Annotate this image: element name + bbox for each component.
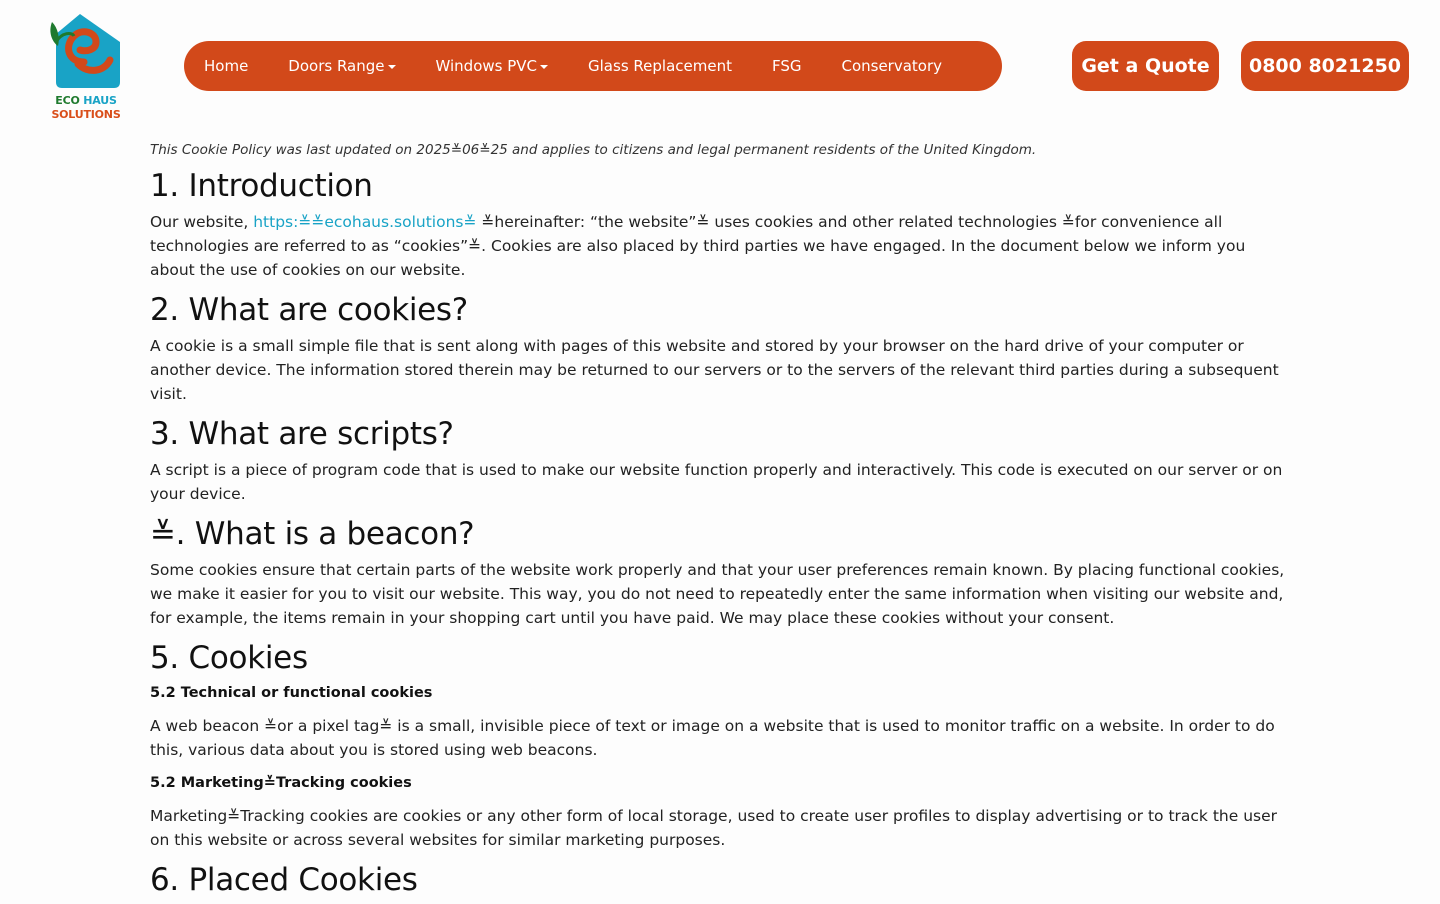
nav-conservatory[interactable] <box>841 57 942 75</box>
section-introduction-heading: 1. Introduction <box>150 168 373 204</box>
website-link[interactable]: https:≚≚ecohaus.solutions≚ <box>253 213 477 231</box>
phone-number-button[interactable]: 0800 8021250 <box>1241 41 1409 91</box>
section-scripts-heading: 3. What are scripts? <box>150 416 454 452</box>
nav-conservatory-label: Conservatory <box>841 57 943 75</box>
functional-cookies-text: A web beacon ≚or a pixel tag≚ is a small, invisible piece of text or image on a website that is used to monitor traffic on a website. In order to do this, various data about you is stored using web beacons. <box>150 717 1275 759</box>
section-cookies-list-heading: 5. Cookies <box>150 640 308 676</box>
site-logo[interactable] <box>44 10 128 126</box>
eco-haus-logo-icon <box>48 12 124 90</box>
logo-solutions: SOLUTIONS <box>51 108 121 121</box>
nav-windows-pvc-label: Windows PVC <box>435 57 538 75</box>
main-nav <box>184 41 1002 91</box>
caret-down-icon <box>388 65 396 69</box>
nav-glass-replacement-label: Glass Replacement <box>588 57 732 75</box>
section-introduction-text <box>150 210 1290 282</box>
section-scripts-text: A script is a piece of program code that is used to make our website function properly and interactively. This code is executed on our server or on your device. <box>150 461 1283 503</box>
intro-text-after: ≚hereinafter: “the website”≚ uses cookies and other related technologies ≚for convenience all technologies are referred to as “cookies”≚. Cookies are also placed by third parties we have engaged. In the document below we inform you about the use of cookies on our website. <box>150 213 1246 279</box>
marketing-cookies-heading: 5.2 Marketing≚Tracking cookies <box>150 775 412 791</box>
caret-down-icon <box>540 65 548 69</box>
site-header <box>0 0 1440 130</box>
nav-doors-range[interactable] <box>288 57 395 75</box>
nav-doors-range-label: Doors Range <box>288 57 385 75</box>
section-beacon-text: Some cookies ensure that certain parts of the website work properly and that your user preferences remain known. By placing functional cookies, we make it easier for you to visit our website. This way, you do not need to repeatedly enter the same information when visiting our website and, for example, the items remain in your shopping cart until you have paid. We may place these cookies without your consent. <box>150 561 1285 627</box>
last-updated-note: This Cookie Policy was last updated on 2025≚06≚25 and applies to citizens and legal permanent residents of the United Kingdom. <box>150 142 1037 158</box>
section-placed-cookies-heading: 6. Placed Cookies <box>150 862 418 898</box>
section-cookies-heading: 2. What are cookies? <box>150 292 468 328</box>
get-a-quote-button[interactable]: Get a Quote <box>1072 41 1219 91</box>
logo-wordmark <box>44 94 128 122</box>
nav-home-label: Home <box>204 57 249 75</box>
section-cookies-text: A cookie is a small simple file that is sent along with pages of this website and stored by your browser on the hard drive of your computer or another device. The information stored therein may be returned to our servers or to the servers of the relevant third parties during a subsequent visit. <box>150 337 1279 403</box>
section-beacon-heading: ≚. What is a beacon? <box>150 516 475 552</box>
cookie-policy-content <box>150 140 1290 904</box>
marketing-cookies-text: Marketing≚Tracking cookies are cookies or any other form of local storage, used to create user profiles to display advertising or to track the user on this website or across several websites for similar marketing purposes. <box>150 807 1277 849</box>
nav-windows-pvc[interactable] <box>436 57 549 75</box>
logo-eco: ECO <box>55 94 80 107</box>
nav-home[interactable] <box>204 57 248 75</box>
nav-fsg[interactable] <box>772 57 802 75</box>
logo-haus: HAUS <box>83 94 117 107</box>
nav-glass-replacement[interactable] <box>588 57 732 75</box>
nav-fsg-label: FSG <box>771 57 802 75</box>
intro-text-before: Our website, <box>150 213 254 231</box>
functional-cookies-heading: 5.2 Technical or functional cookies <box>150 685 433 701</box>
